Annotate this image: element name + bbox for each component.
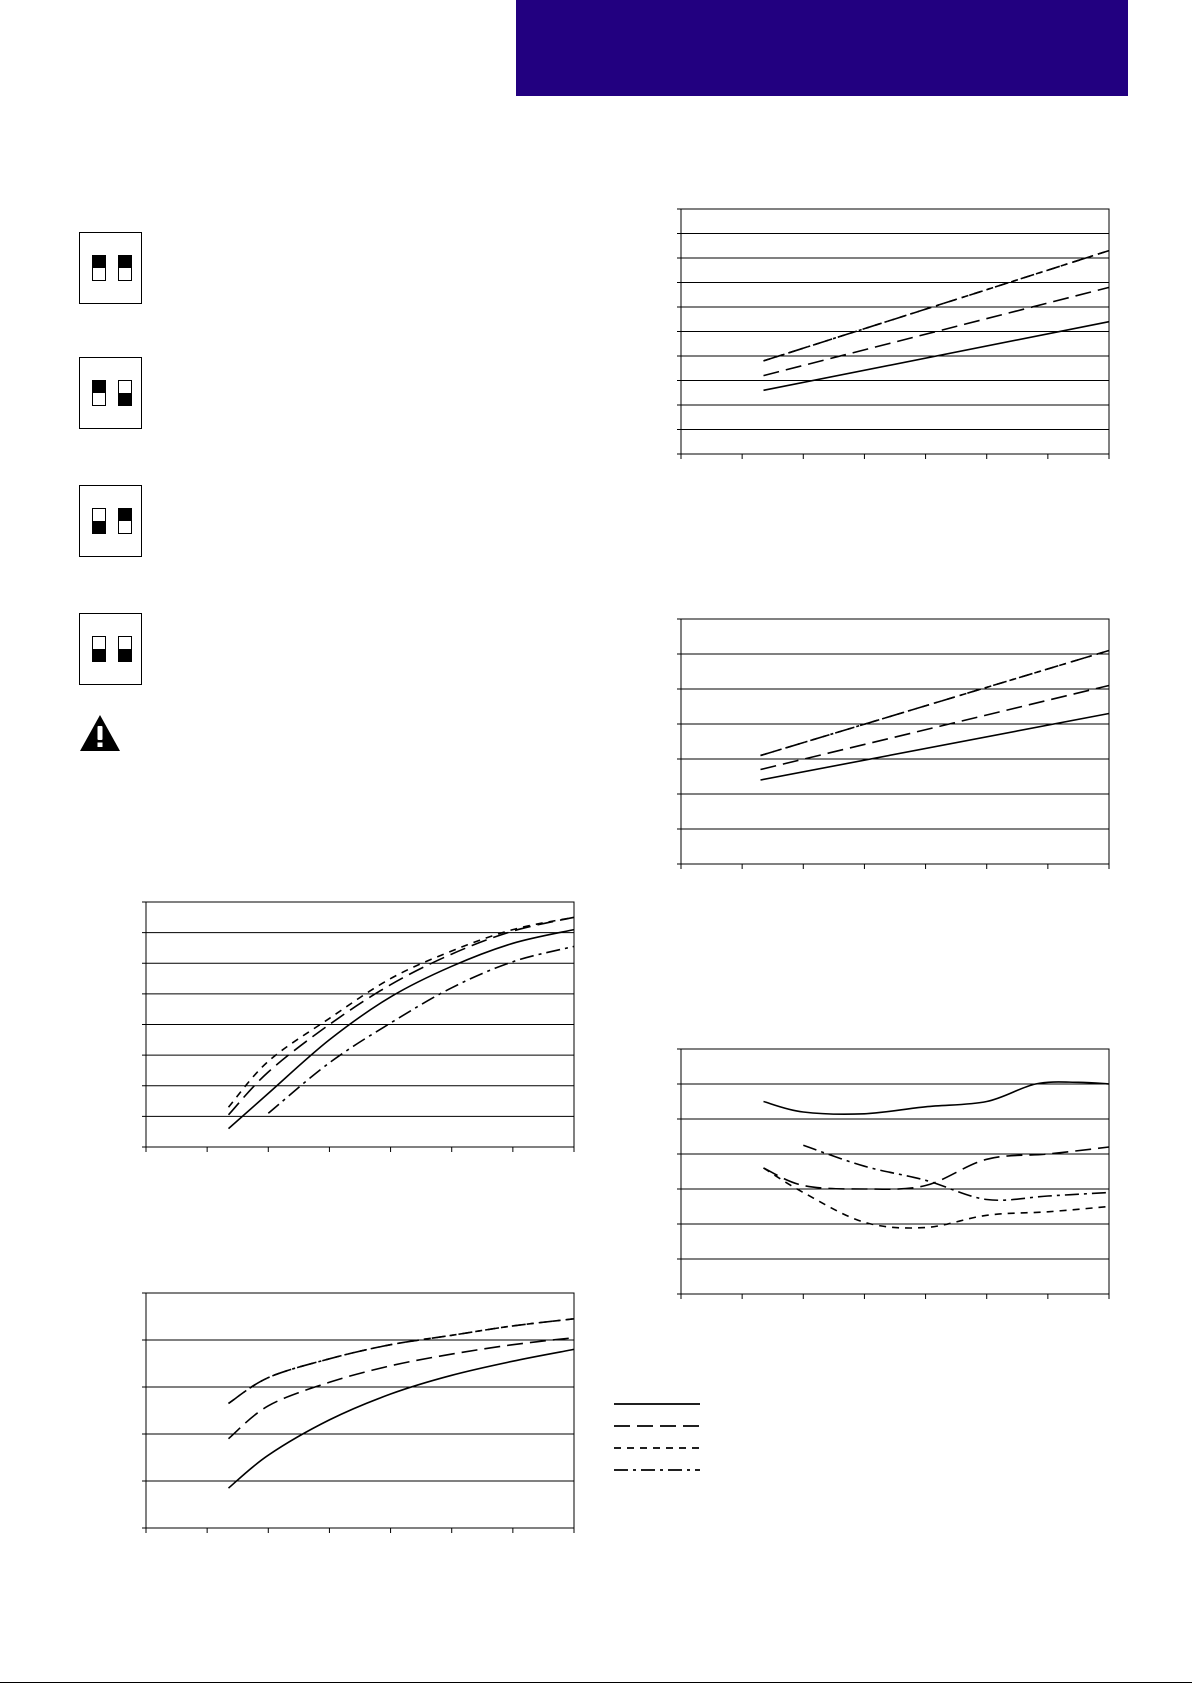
series-line-dash-dot: [761, 651, 1110, 756]
chart-bottom-left: [143, 1292, 578, 1534]
plot-frame: [681, 619, 1109, 864]
chart-mid-left: [143, 901, 578, 1153]
chart-legend: [612, 1392, 702, 1472]
plot-frame: [681, 1049, 1109, 1294]
dip-toggle-2-off: [118, 636, 132, 662]
dip-toggle-2-on: [118, 508, 132, 534]
series-line-long-dash: [761, 686, 1110, 770]
dip-toggle-1-on: [92, 255, 106, 281]
dip-switch-setting-3: [79, 485, 142, 557]
chart-top-right: [678, 208, 1113, 460]
warning-triangle-icon: [78, 713, 122, 753]
series-line-short-dash: [229, 917, 575, 1107]
page-bottom-rule: [0, 1682, 1192, 1683]
series-line-solid: [761, 714, 1110, 781]
plot-frame: [146, 1293, 574, 1528]
series-line-dash-dot: [268, 946, 574, 1113]
dip-switch-setting-2: [79, 357, 142, 429]
series-line-solid: [764, 1082, 1110, 1114]
series-line-dash-dot: [764, 251, 1110, 361]
dip-toggle-1-on: [92, 380, 106, 406]
series-line-short-dash: [764, 1168, 1110, 1228]
dip-toggle-1-off: [92, 636, 106, 662]
chart-bottom-right: [678, 1048, 1113, 1300]
dip-switch-setting-4: [79, 613, 142, 685]
dip-toggle-2-off: [118, 380, 132, 406]
dip-toggle-2-on: [118, 255, 132, 281]
series-line-solid: [229, 1349, 575, 1488]
header-banner: [516, 0, 1128, 96]
series-line-long-dash: [229, 1338, 575, 1439]
chart-mid-right: [678, 618, 1113, 870]
dip-toggle-1-off: [92, 508, 106, 534]
dip-switch-setting-1: [79, 232, 142, 304]
